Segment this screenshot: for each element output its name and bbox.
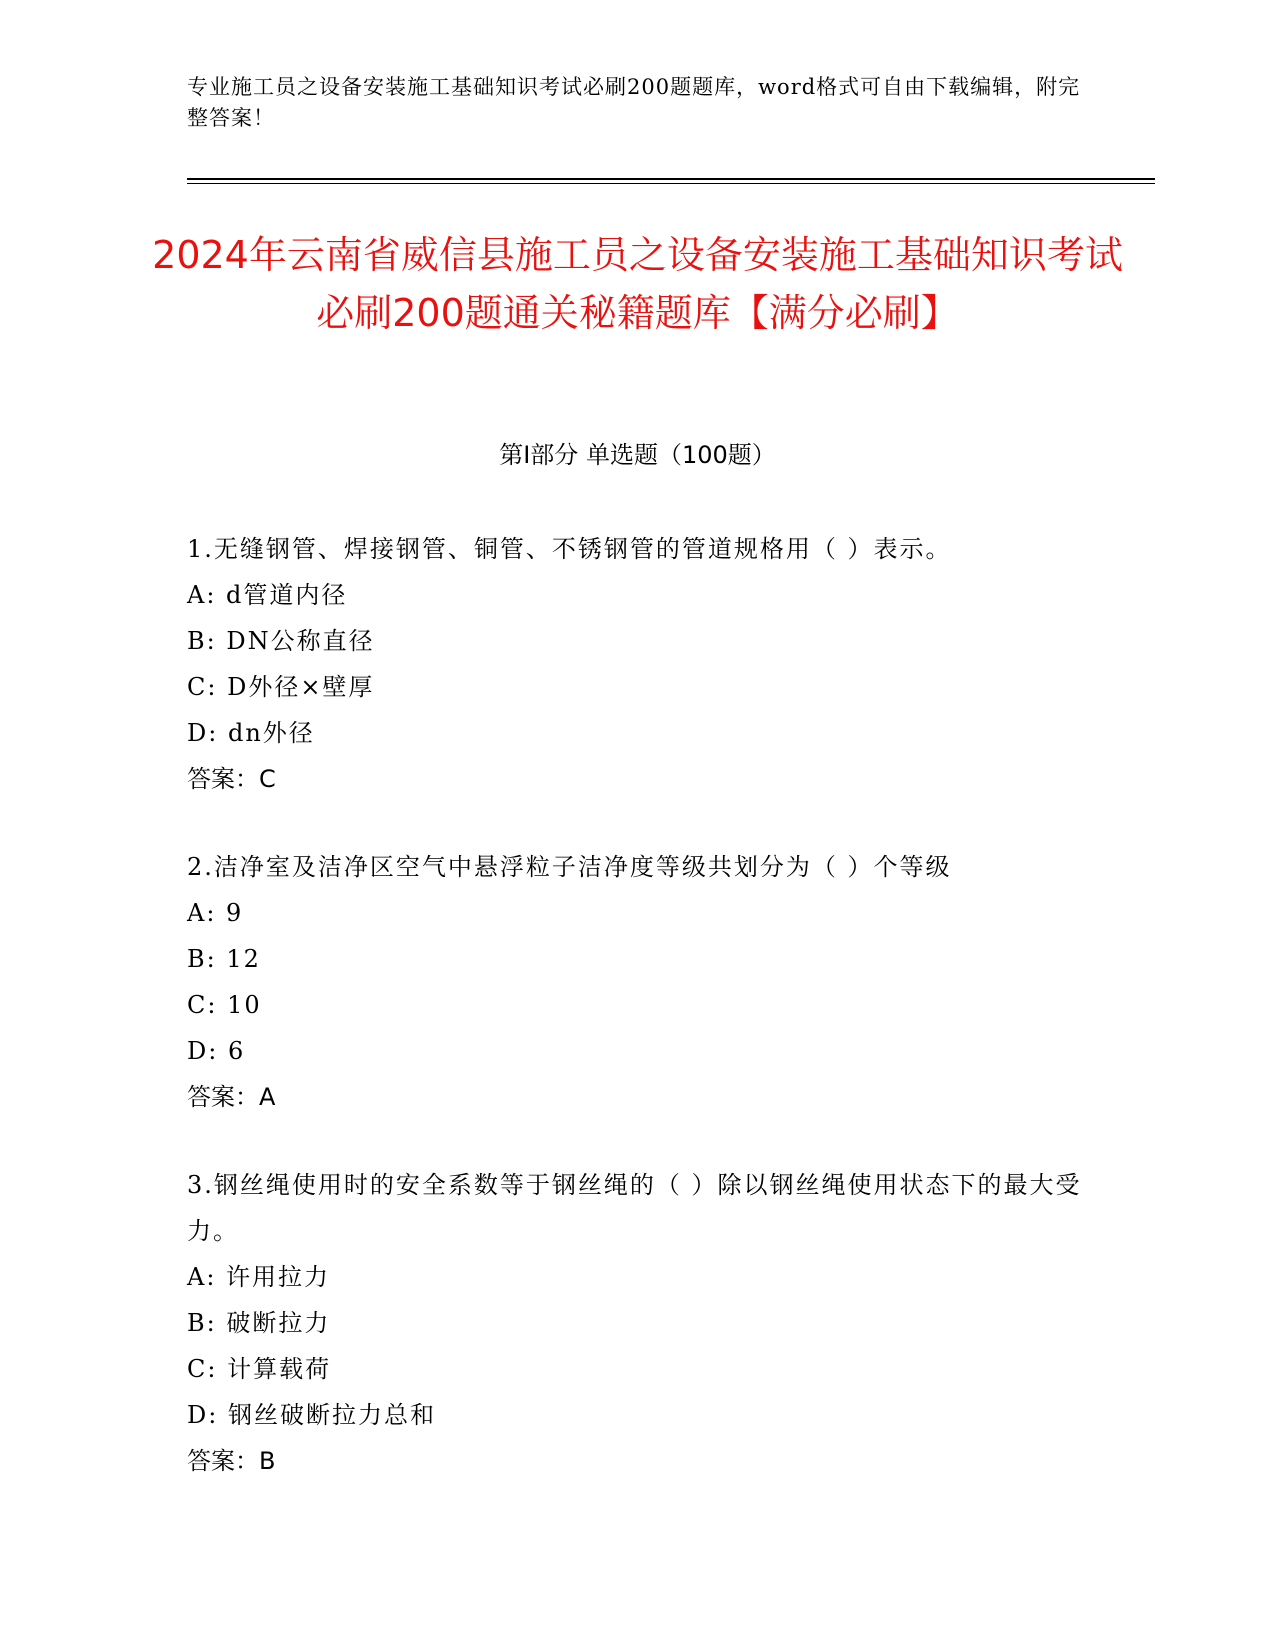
option-a: A: 9 — [187, 899, 244, 927]
option-d: D: 钢丝破断拉力总和 — [187, 1401, 436, 1429]
option-b: B: DN公称直径 — [187, 627, 375, 655]
option-a: A: 许用拉力 — [187, 1263, 331, 1291]
answer: 答案：B — [187, 1447, 276, 1475]
answer: 答案：C — [187, 765, 276, 793]
question-3 — [187, 1162, 1087, 1484]
question-2 — [187, 844, 1087, 1120]
option-a: A: d管道内径 — [187, 581, 348, 609]
question-stem: 2.洁净室及洁净区空气中悬浮粒子洁净度等级共划分为（ ）个等级 — [187, 853, 952, 881]
question-stem: 1.无缝钢管、焊接钢管、铜管、不锈钢管的管道规格用（ ）表示。 — [187, 535, 952, 563]
option-d: D: dn外径 — [187, 719, 315, 747]
question-1 — [187, 526, 1087, 802]
option-b: B: 破断拉力 — [187, 1309, 331, 1337]
option-c: C: D外径×壁厚 — [187, 673, 375, 701]
section-heading: 第Ⅰ部分 单选题（100题） — [499, 441, 776, 469]
header-rule-thick — [187, 178, 1155, 180]
option-c: C: 10 — [187, 991, 262, 1019]
option-c: C: 计算载荷 — [187, 1355, 332, 1383]
option-b: B: 12 — [187, 945, 261, 973]
option-d: D: 6 — [187, 1037, 246, 1065]
question-list — [187, 526, 1087, 1526]
header-rule-thin — [187, 183, 1155, 184]
question-stem: 3.钢丝绳使用时的安全系数等于钢丝绳的（ ）除以钢丝绳使用状态下的最大受力。 — [187, 1171, 1082, 1245]
answer: 答案：A — [187, 1083, 276, 1111]
document-title: 2024年云南省威信县施工员之设备安装施工基础知识考试必刷200题通关秘籍题库【满分必刷】 — [152, 233, 1123, 335]
header-note: 专业施工员之设备安装施工基础知识考试必刷200题题库，word格式可自由下载编辑，附完整答案！ — [187, 75, 1081, 130]
